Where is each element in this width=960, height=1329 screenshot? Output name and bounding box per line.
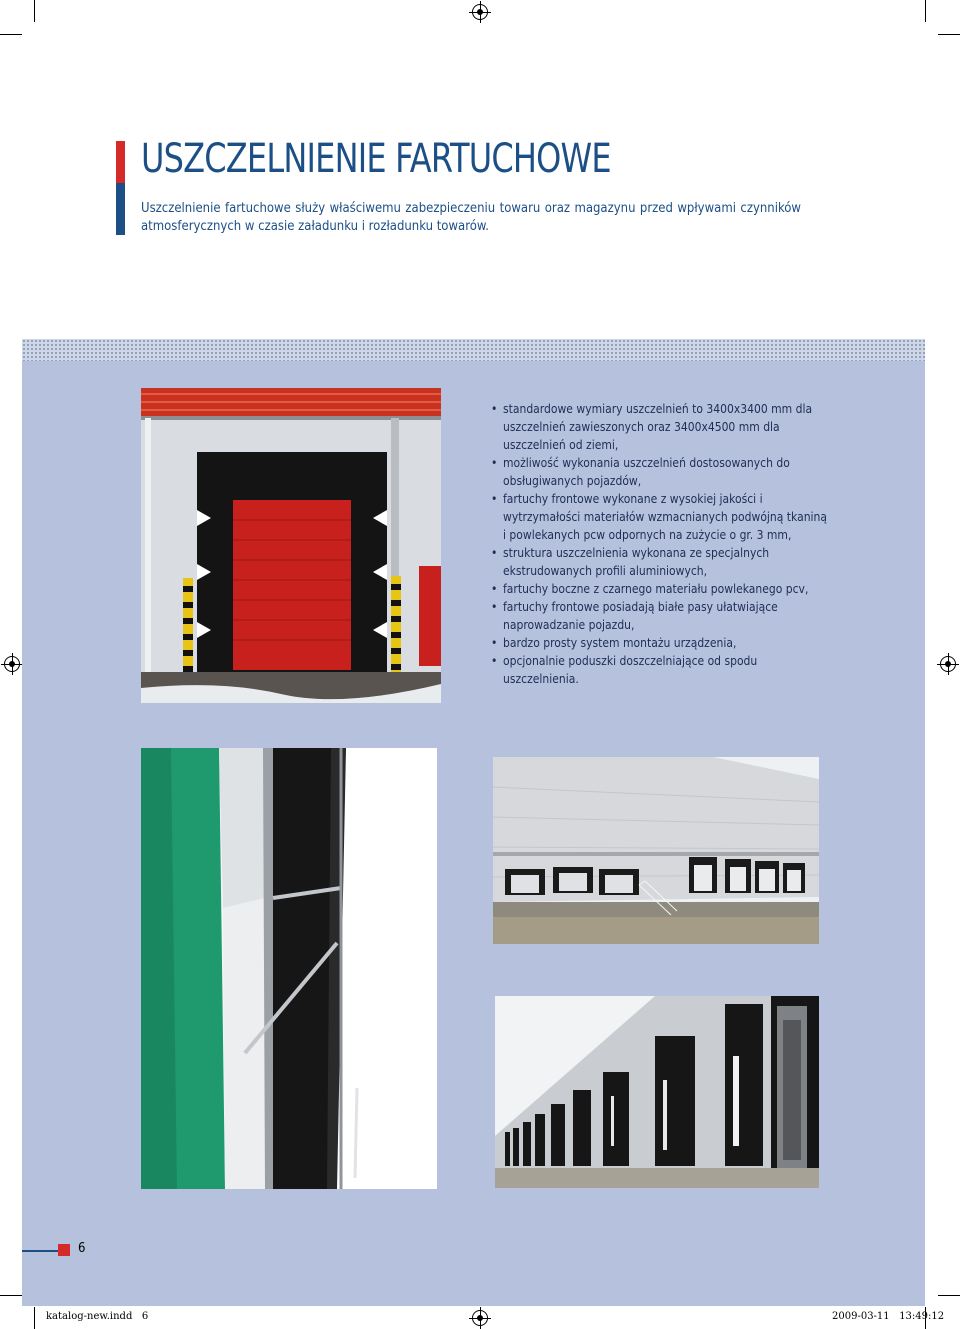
photo-shelter-frame-detail — [141, 748, 437, 1189]
crop-mark — [34, 1307, 35, 1329]
crop-mark — [938, 1295, 960, 1296]
list-item: • standardowe wymiary uszczelnień to 3400x3400 mm dla uszczelnień zawieszonych oraz 3400x4500 mm dla uszczelnień od ziemi, — [491, 400, 831, 454]
crop-mark — [938, 34, 960, 35]
registration-mark-icon — [472, 1310, 488, 1326]
crop-mark — [0, 34, 22, 35]
list-item: • struktura uszczelnienia wykonana ze specjalnych ekstrudowanych profili aluminiowych, — [491, 544, 831, 580]
feature-list — [491, 400, 831, 688]
photo-warehouse-perspective — [495, 996, 819, 1188]
list-item: • fartuchy frontowe wykonane z wysokiej jakości i wytrzymałości materiałów wzmacnianych podwójną tkaniną i powlekanych pcw odpornych na zużycie o gr. 3 mm, — [491, 490, 831, 544]
intro-paragraph: Uszczelnienie fartuchowe służy właściwemu zabezpieczeniu towaru oraz magazynu przed wpływami czynników atmosferycznych w czasie załadunku i rozładunku towarów. — [141, 201, 801, 234]
slug-filename: katalog-new.indd 6 — [46, 1311, 149, 1322]
registration-mark-icon — [4, 656, 20, 672]
registration-mark-icon — [940, 656, 956, 672]
crop-mark — [0, 1295, 22, 1296]
title-accent-red — [116, 141, 125, 183]
registration-mark-icon — [472, 4, 488, 20]
dotted-band — [22, 339, 925, 361]
list-item: • opcjonalnie poduszki doszczelniające od spodu uszczelnienia. — [491, 652, 831, 688]
list-item: • fartuchy boczne z czarnego materiału powlekanego pcv, — [491, 580, 831, 598]
slug-datetime: 2009-03-11 13:49:12 — [832, 1311, 945, 1322]
page-title: USZCZELNIENIE FARTUCHOWE — [141, 136, 611, 182]
photo-dock-shelter-front — [141, 388, 441, 703]
photo-warehouse-docks — [493, 757, 819, 944]
crop-mark — [925, 0, 926, 22]
list-item: • bardzo prosty system montażu urządzenia, — [491, 634, 831, 652]
page-number-marker — [58, 1244, 70, 1256]
page-number: 6 — [78, 1241, 86, 1256]
list-item: • fartuchy frontowe posiadają białe pasy ułatwiające naprowadzanie pojazdu, — [491, 598, 831, 634]
title-accent-blue — [116, 183, 125, 235]
page-number-line — [22, 1250, 58, 1252]
list-item: • możliwość wykonania uszczelnień dostosowanych do obsługiwanych pojazdów, — [491, 454, 831, 490]
crop-mark — [34, 0, 35, 22]
